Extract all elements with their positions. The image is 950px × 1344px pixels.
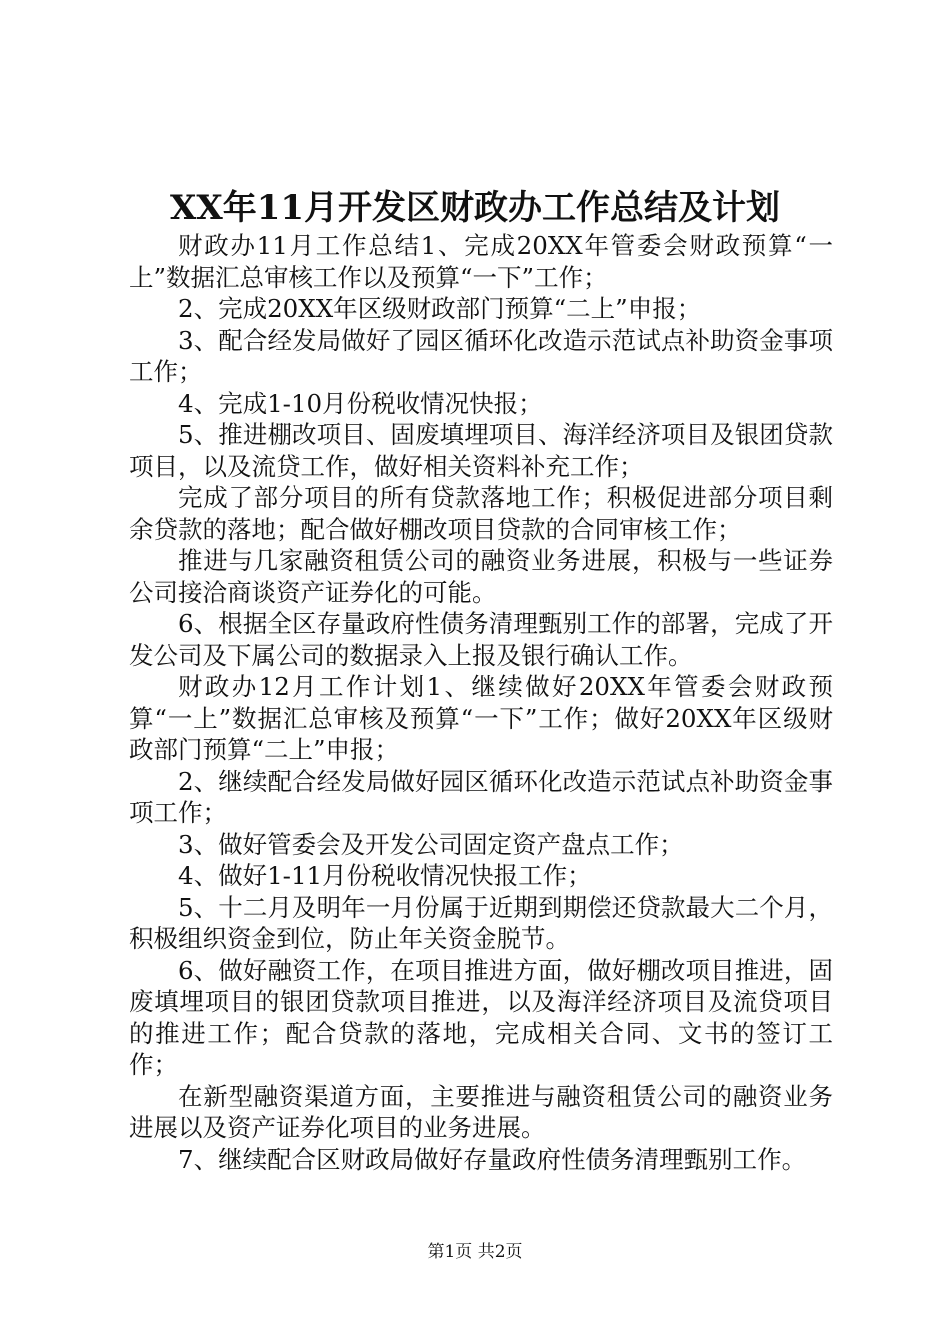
paragraph-16: 7、继续配合区财政局做好存量政府性债务清理甄别工作。 <box>178 1144 807 1174</box>
paragraph-15: 在新型融资渠道方面，主要推进与融资租赁公司的融资业务进展以及资产证券化项目的业务进展。 <box>129 1081 833 1142</box>
paragraph-4: 4、完成1-10月份税收情况快报； <box>178 388 543 418</box>
paragraph-11: 3、做好管委会及开发公司固定资产盘点工作； <box>178 829 684 859</box>
paragraph-3: 3、配合经发局做好了园区循环化改造示范试点补助资金事项工作； <box>129 325 833 386</box>
paragraph-13: 5、十二月及明年一月份属于近期到期偿还贷款最大二个月，积极组织资金到位，防止年关资金脱节。 <box>129 892 833 953</box>
paragraph-1: 财政办11月工作总结1、完成20XX年管委会财政预算“一上”数据汇总审核工作以及预算“一下”工作； <box>129 231 833 292</box>
paragraph-6: 完成了部分项目的所有贷款落地工作；积极促进部分项目剩余贷款的落地；配合做好棚改项目贷款的合同审核工作； <box>129 483 833 544</box>
paragraph-2: 2、完成20XX年区级财政部门预算“二上”申报； <box>178 294 702 323</box>
paragraph-7: 推进与几家融资租赁公司的融资业务进展，积极与一些证券公司接洽商谈资产证券化的可能。 <box>129 546 833 607</box>
paragraph-9: 财政办12月工作计划1、继续做好20XX年管委会财政预算“一上”数据汇总审核及预算“一下”工作；做好20XX年区级财政部门预算“二上”申报； <box>129 672 833 764</box>
paragraph-10: 2、继续配合经发局做好园区循环化改造示范试点补助资金事项工作； <box>129 766 833 827</box>
document-body <box>129 230 833 1175</box>
paragraph-14: 6、做好融资工作，在项目推进方面，做好棚改项目推进，固废填埋项目的银团贷款项目推进，以及海洋经济项目及流贷项目的推进工作；配合贷款的落地，完成相关合同、文书的签订工作； <box>129 955 833 1079</box>
paragraph-8: 6、根据全区存量政府性债务清理甄别工作的部署，完成了开发公司及下属公司的数据录入上报及银行确认工作。 <box>129 609 833 670</box>
page-footer: 第1页 共2页 <box>427 1242 523 1262</box>
document-title: XX年11月开发区财政办工作总结及计划 <box>169 188 781 228</box>
paragraph-12: 4、做好1-11月份税收情况快报工作； <box>178 861 592 890</box>
paragraph-5: 5、推进棚改项目、固废填埋项目、海洋经济项目及银团贷款项目，以及流贷工作，做好相关资料补充工作； <box>129 420 833 481</box>
